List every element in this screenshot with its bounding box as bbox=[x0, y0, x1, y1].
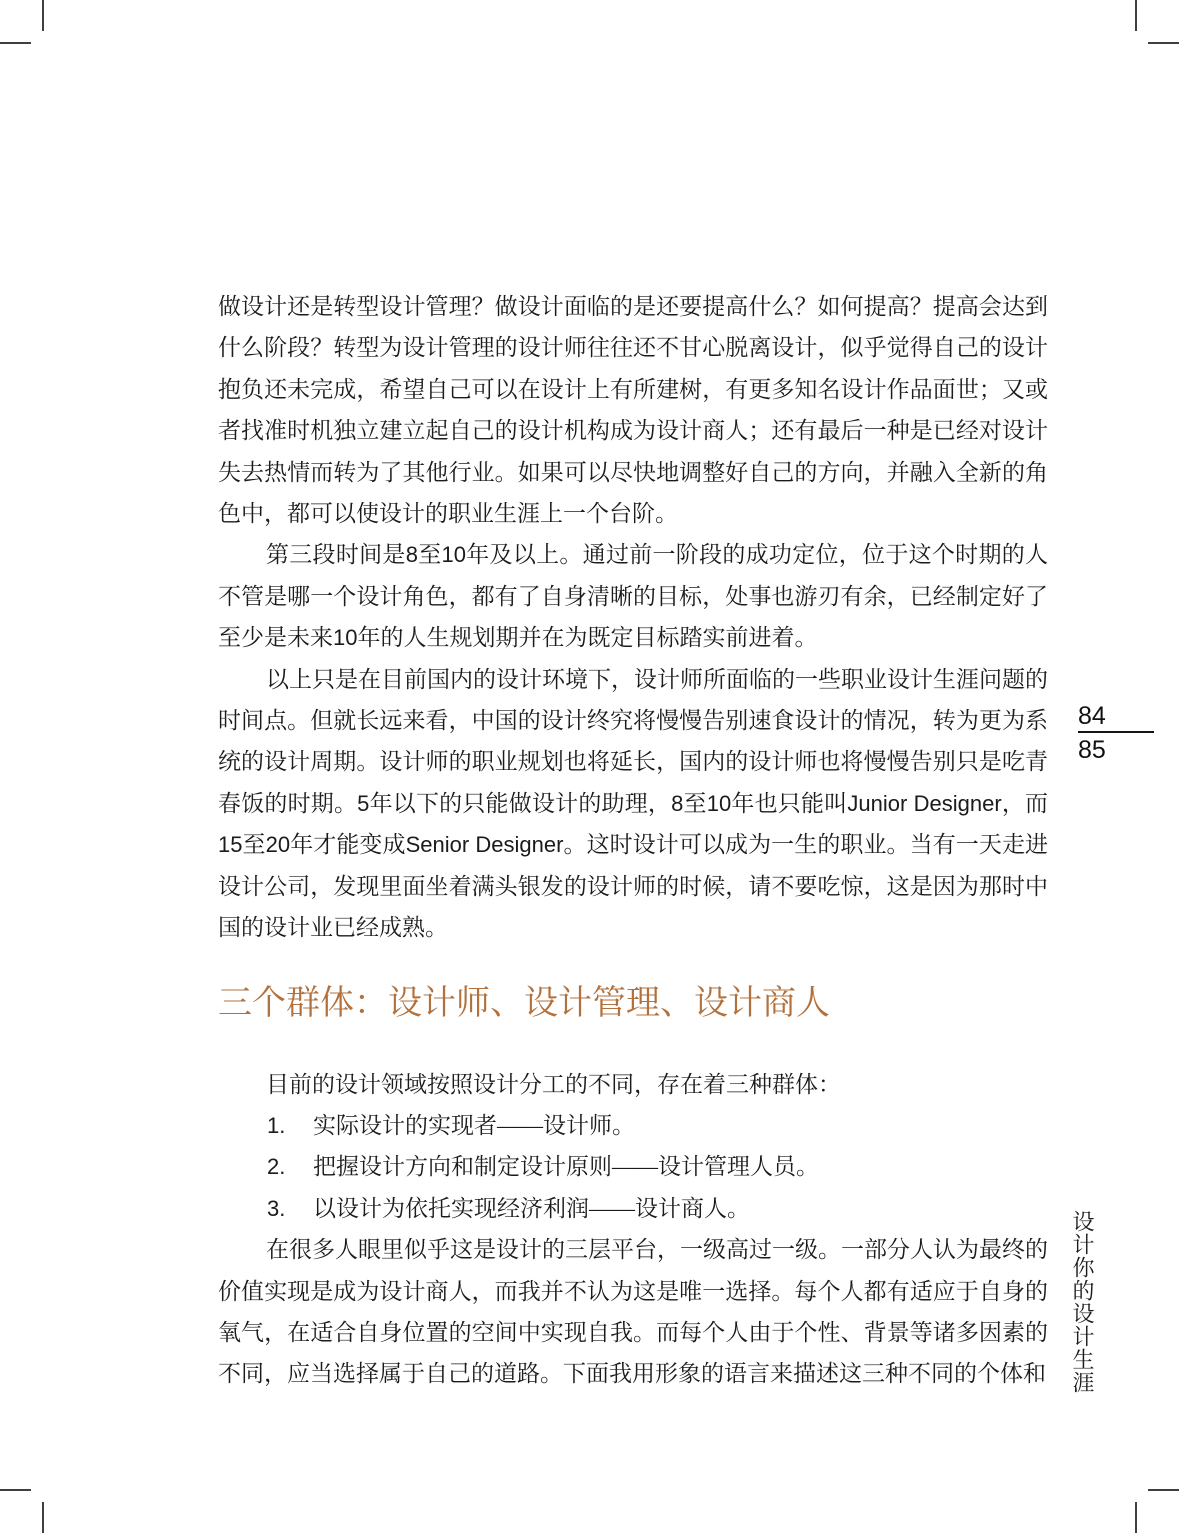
book-title-vertical: 设计你的设计生涯 bbox=[1070, 1210, 1095, 1394]
article-column bbox=[218, 286, 1048, 1395]
list-item-text: 把握设计方向和制定设计原则——设计管理人员。 bbox=[313, 1154, 819, 1180]
crop-mark-bottom-left-vertical bbox=[42, 1502, 44, 1533]
latin-text: 10 bbox=[441, 542, 466, 568]
latin-text: 15 bbox=[218, 832, 243, 858]
latin-text: 8 bbox=[405, 542, 418, 568]
latin-text: Senior Designer bbox=[405, 832, 564, 858]
crop-mark-bottom-right-horizontal bbox=[1148, 1489, 1179, 1491]
latin-text: Junior Designer bbox=[847, 790, 1002, 816]
crop-mark-top-right-vertical bbox=[1135, 0, 1137, 31]
list-item-number: 3. bbox=[267, 1195, 286, 1221]
page-number-divider bbox=[1078, 731, 1154, 733]
crop-mark-bottom-right-vertical bbox=[1135, 1502, 1137, 1533]
paragraph-third-stage: 第三段时间是8至10年及以上。通过前一阶段的成功定位，位于这个时期的人不管是哪一个设计角色，都有了自身清晰的目标，处事也游刃有余，已经制定好了至少是未来10年的人生规划期并在为既定目标踏实前进着。 bbox=[218, 542, 1049, 651]
latin-text: 20 bbox=[265, 832, 291, 858]
page-number-block bbox=[1078, 703, 1154, 763]
latin-text: 5 bbox=[357, 790, 370, 816]
latin-text: 8 bbox=[671, 790, 684, 816]
page-number-next: 85 bbox=[1078, 736, 1106, 764]
list-item-designer bbox=[218, 1105, 1048, 1146]
list-item-number: 1. bbox=[267, 1112, 286, 1138]
section-heading: 三个群体：设计师、设计管理、设计商人 bbox=[218, 983, 830, 1022]
page-number-current: 84 bbox=[1078, 702, 1106, 730]
crop-mark-top-left-horizontal bbox=[0, 42, 31, 44]
paragraph-industry-outlook: 以上只是在目前国内的设计环境下，设计师所面临的一些职业设计生涯问题的时间点。但就长远来看，中国的设计终究将慢慢告别速食设计的情况，转为更为系统的设计周期。设计师的职业规划也将延长，国内的设计师也将慢慢告别只是吃青春饭的时期。5年以下的只能做设计的助理，8至10年也只能叫Junior Designer，而15至20年才能变成Senior Designer。这时设计可以成为一生的职业。当有一天走进设计公司，发现里面坐着满头银发的设计师的时候，请不要吃惊，这是因为那时中国的设计业已经成熟。 bbox=[218, 666, 1049, 941]
paragraph-career-transition: 做设计还是转型设计管理？做设计面临的是还要提高什么？如何提高？提高会达到什么阶段？转型为设计管理的设计师往往还不甘心脱离设计，似乎觉得自己的设计抱负还未完成，希望自己可以在设计上有所建树，有更多知名设计作品面世；又或者找准时机独立建立起自己的设计机构成为设计商人；还有最后一种是已经对设计失去热情而转为了其他行业。如果可以尽快地调整好自己的方向，并融入全新的角色中，都可以使设计的职业生涯上一个台阶。 bbox=[218, 294, 1048, 527]
crop-mark-top-right-horizontal bbox=[1148, 42, 1179, 44]
latin-text: 10 bbox=[706, 790, 732, 816]
list-intro: 目前的设计领域按照设计分工的不同，存在着三种群体： bbox=[266, 1071, 841, 1097]
list-item-number: 2. bbox=[267, 1154, 286, 1180]
crop-mark-bottom-left-horizontal bbox=[0, 1489, 31, 1491]
list-item-design-businessman bbox=[218, 1188, 1048, 1229]
crop-mark-top-left-vertical bbox=[42, 0, 44, 31]
latin-text: 10 bbox=[333, 625, 358, 651]
three-groups-list bbox=[218, 1105, 1048, 1229]
list-item-design-manager bbox=[218, 1146, 1048, 1187]
list-item-text: 实际设计的实现者——设计师。 bbox=[313, 1112, 635, 1138]
closing-paragraph: 在很多人眼里似乎这是设计的三层平台，一级高过一级。一部分人认为最终的价值实现是成为设计商人，而我并不认为这是唯一选择。每个人都有适应于自身的氧气，在适合自身位置的空间中实现自我。而每个人由于个性、背景等诸多因素的不同，应当选择属于自己的道路。下面我用形象的语言来描述这三种不同的个体和 bbox=[218, 1237, 1048, 1387]
list-item-text: 以设计为依托实现经济利润——设计商人。 bbox=[313, 1195, 750, 1221]
